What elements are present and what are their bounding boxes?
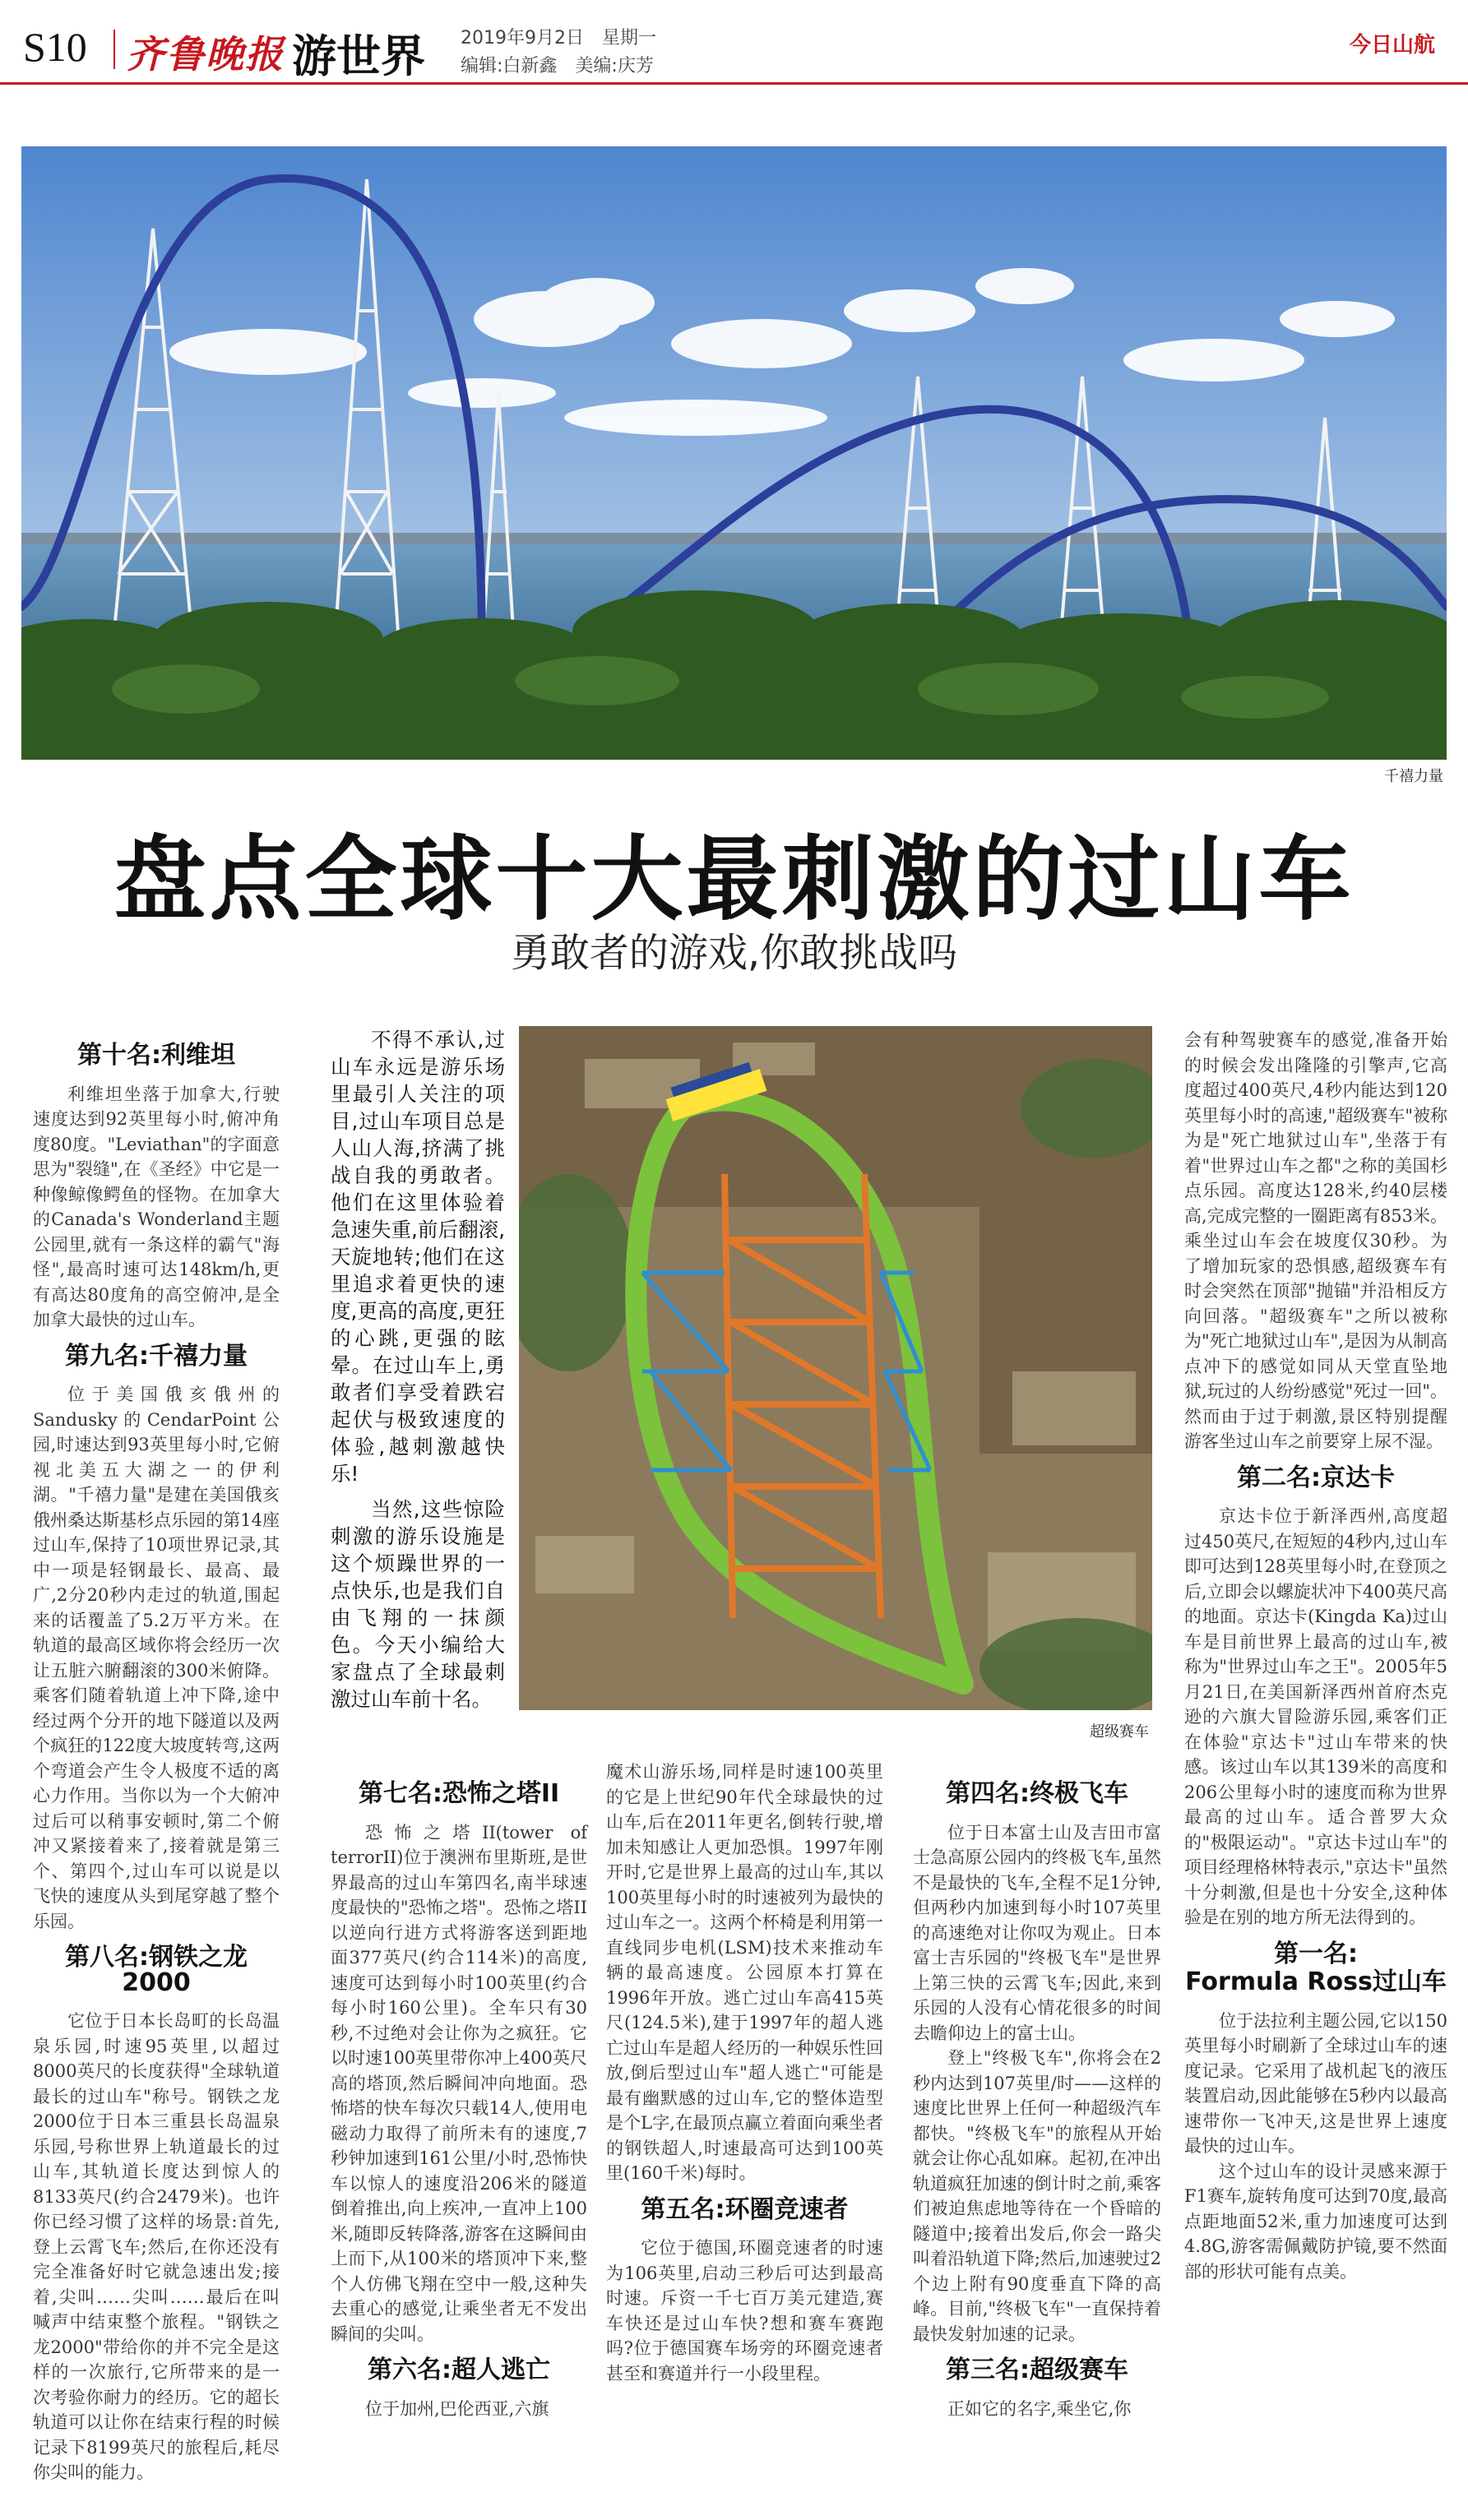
rank-4-heading: 第四名:终极飞车	[946, 1779, 1128, 1808]
editor-credits: 编辑:白新鑫 美编:庆芳	[461, 56, 654, 76]
coaster-lake-illustration	[21, 146, 1447, 760]
top-thrill-photo	[519, 1026, 1152, 1710]
rank-6-text-cont: 魔术山游乐场,同样是时速100英里的它是上世纪90年代全球最快的过山车,后在2011年更名,倒转行驶,增加未知感让人更加恐惧。1997年刚开时,它是世界上最高的过山车,其以100英里每小时的时速被列为最快的过山车之一。这两个杯椅是利用第一直线同步电机(LSM)技术来推动车辆的最高速度。公园原本打算在1996年开放。逃亡过山车高415英尺(124.5米),建于1997年的超人逃亡过山车是超人经历的一种娱乐性回放,倒后型过山车"超人逃亡"可能是最有幽默感的过山车,它的整体造型是个L字,在最顶点赢立着面向乘坐者的钢铁超人,时速最高可达到100英里(160千米)每时。	[606, 1762, 883, 2183]
rank-4-text-1: 位于日本富士山及吉田市富士急高原公园内的终极飞车,虽然不是最快的飞车,全程不足1分钟,但两秒内加速到每小时107英里的高速绝对让你叹为观止。日本富士吉乐园的"终极飞车"是世界上第三快的云霄飞车;因此,来到乐园的人没有心情花很多的时间去瞻仰边上的富士山。	[913, 1822, 1161, 2043]
page-number: S10	[23, 24, 87, 70]
photo1-caption: 千禧力量	[1384, 768, 1443, 785]
rank-9-text: 位于美国俄亥俄州的Sandusky的CendarPoint公园,时速达到93英里每小时,它俯视北美五大湖之一的伊利湖。"千禧力量"是建在美国俄亥俄州桑达斯基杉点乐园的第14座过山车,保持了10项世界记录,其中一项是轻钢最长、最高、最广,2分20秒内走过的轨道,围起来的话覆盖了5.2万平方米。在轨道的最高区域你将会经历一次让五脏六腑翻滚的300米俯降。乘客们随着轨道上冲下降,途中经过两个分开的地下隧道以及两个疯狂的122度大坡度转弯,这两个弯道会产生令人极度不适的离心力作用。当你以为一个大俯冲过后可以稍事安顿时,第二个俯冲又紧接着来了,接着就是第三个、第四个,过山车可以说是以飞快的速度从头到尾穿越了整个乐园。	[33, 1385, 280, 1931]
rank-1-subheading: Formula Ross过山车	[1185, 1967, 1447, 1996]
rank-8-text: 它位于日本长岛町的长岛温泉乐园,时速95英里,以超过8000英尺的长度获得"全球轨道最长的过山车"称号。钢铁之龙2000位于日本三重县长岛温泉乐园,号称世界上轨道最长的过山车,其轨道长度达到惊人的8133英尺(约合2479米)。也许你已经习惯了这样的场景:首先,登上云霄飞车;然后,在你还没有完全准备好时它就急速出发;接着,尖叫……尖叫……最后在叫喊声中结束整个旅程。"钢铁之龙2000"带给你的并不完全是这样的一次旅行,它所带来的是一次考验你耐力的经历。它的超长轨道可以让你在结束行程的时候记录下8199英尺的旅程后,耗尽你尖叫的能力。	[33, 2011, 280, 2482]
masthead-rule	[0, 82, 1468, 85]
issue-date: 2019年9月2日 星期一	[461, 28, 656, 49]
rank-10-text: 利维坦坐落于加拿大,行驶速度达到92英里每小时,俯冲角度80度。"Leviathan"的字面意思为"裂缝",在《圣经》中它是一种像鲸像鳄鱼的怪物。在加拿大的Canada's Wonderland主题公园里,就有一条这样的霸气"海怪",最高时速可达148km/h,更有高达80度角的高空俯冲,是全加拿大最快的过山车。	[33, 1084, 280, 1329]
coaster-tower-illustration	[519, 1026, 1152, 1710]
masthead-meta	[461, 25, 656, 81]
rank-1-heading: 第一名:	[1274, 1939, 1358, 1968]
rank-9-heading: 第九名:千禧力量	[65, 1341, 248, 1371]
column-3	[331, 1770, 587, 2421]
column-5	[913, 1770, 1161, 2421]
intro-column	[331, 1026, 505, 1713]
millennium-force-photo	[21, 146, 1447, 760]
headline: 盘点全球十大最刺激的过山车	[113, 826, 1355, 933]
rank-5-text: 它位于德国,环圈竞速者的时速为106英里,启动三秒后可达到最高时速。斥资一千七百万美元建造,赛车快还是过山车快?想和赛车赛跑吗?位于德国赛车场旁的环圈竞速者甚至和赛道并行一小段里程。	[606, 2238, 883, 2384]
rank-2-heading: 第二名:京达卡	[1237, 1463, 1395, 1492]
rank-2-text: 京达卡位于新泽西州,高度超过450英尺,在短短的4秒内,过山车即可达到128英里每小时,在登顶之后,立即会以螺旋状冲下400英尺高的地面。京达卡(Kingda Ka)过山车是目前世界上最高的过山车,被称为"世界过山车之王"。2005年5月21日,在美国新泽西州首府杰克逊的六旗大冒险游乐园,乘客们正在体验"京达卡"过山车带来的快感。该过山车以其139米的高度和206公里每小时的速度而称为世界最高的过山车。适合普罗大众的"极限运动"。"京达卡过山车"的项目经理格林特表示,"京达卡"虽然十分刺激,但是也十分安全,这种体验是在别的地方所无法得到的。	[1184, 1506, 1447, 1927]
rank-10-heading: 第十名:利维坦	[77, 1041, 235, 1070]
rank-3-text-cont: 会有种驾驶赛车的感觉,准备开始的时候会发出隆隆的引擎声,它高度超过400英尺,4秒内能达到120英里每小时的高速,"超级赛车"被称为是"死亡地狱过山车",坐落于有着"世界过山车之都"之称的美国杉点乐园。高度达128米,约40层楼高,完成完整的一圈距离有853米。乘坐过山车会在坡度仅30秒。为了增加玩家的恐惧感,超级赛车有时会突然在顶部"抛锚"并沿相反方向回落。"超级赛车"之所以被称为"死亡地狱过山车",是因为从制高点冲下的感觉如同从天堂直坠地狱,玩过的人纷纷感觉"死过一回"。然而由于过于刺激,景区特别提醒游客坐过山车之前要穿上尿不湿。	[1184, 1030, 1447, 1451]
rank-7-heading: 第七名:恐怖之塔II	[358, 1779, 560, 1808]
newspaper-logo: 齐鲁晚报	[127, 32, 285, 76]
rank-3-heading: 第三名:超级赛车	[946, 2356, 1128, 2384]
column-4	[606, 1759, 883, 2386]
rank-1-text-2: 这个过山车的设计灵感来源于F1赛车,旋转角度可达到70度,最高点距地面52米,重力加速度可达到4.8G,游客需佩戴防护镜,要不然面部的形状可能有点美。	[1184, 2161, 1448, 2282]
rank-6-text-start: 位于加州,巴伦西亚,六旗	[365, 2398, 549, 2419]
rank-8-heading: 第八名:钢铁之龙2000	[65, 1943, 248, 1997]
rank-3-text-start: 正如它的名字,乘坐它,你	[947, 2398, 1132, 2419]
masthead-divider	[113, 30, 115, 69]
intro-paragraph-2: 当然,这些惊险刺激的游乐设施是这个烦躁世界的一点快乐,也是我们自由飞翔的一抹颜色。今天小编给大家盘点了全球最刺激过山车前十名。	[331, 1497, 505, 1711]
rank-1-text-1: 位于法拉利主题公园,它以150英里每小时刷新了全球过山车的速度记录。它采用了战机起飞的液压装置启动,因此能够在5秒内以最高速带你一飞冲天,这是世界上速度最快的过山车。	[1184, 2010, 1447, 2156]
rank-5-heading: 第五名:环圈竞速者	[641, 2194, 849, 2224]
partner-label: 今日山航	[1349, 33, 1435, 58]
rank-4-text-2: 登上"终极飞车",你将会在2秒内达到107英里/时——这样的速度比世界上任何一种超级汽车都快。"终极飞车"的旅程从开始就会让你心乱如麻。起初,在冲出轨道疯狂加速的倒计时之前,乘客们被迫焦虑地等待在一个昏暗的隧道中;接着出发后,你会一路尖叫着沿轨道下降;然后,加速驶过2个边上附有90度垂直下降的高峰。目前,"终极飞车"一直保持着最快发射加速的记录。	[913, 2048, 1161, 2344]
column-6	[1184, 1028, 1447, 2284]
photo2-caption: 超级赛车	[1090, 1723, 1149, 1741]
subheadline: 勇敢者的游戏,你敢挑战吗	[510, 930, 958, 976]
rank-6-heading: 第六名:超人逃亡	[368, 2356, 550, 2384]
section-title: 游世界	[292, 30, 425, 82]
rank-7-text: 恐怖之塔II(tower of terrorII)位于澳洲布里斯班,是世界最高的过山车第四名,南半球速度最快的"恐怖之塔"。恐怖之塔II以逆向行进方式将游客送到距地面377英尺(约合114米)的高度,速度可达到每小时100英里(约合每小时160公里)。全车只有30秒,不过绝对会让你为之疯狂。它以时速100英里带你冲上400英尺高的塔顶,然后瞬间冲向地面。恐怖塔的快车每次只载14人,使用电磁动力取得了前所未有的速度,7秒钟加速到161公里/小时,恐怖快车以惊人的速度沿206米的隧道倒着推出,向上疾冲,一直冲上100米,随即反转降落,游客在这瞬间由上而下,从100米的塔顶冲下来,整个人仿佛飞翔在空中一般,这种失去重心的感觉,让乘坐者无不发出瞬间的尖叫。	[331, 1822, 587, 2344]
intro-paragraph-1: 不得不承认,过山车永远是游乐场里最引人关注的项目,过山车项目总是人山人海,挤满了挑战自我的勇敢者。他们在这里体验着急速失重,前后翻滚,天旋地转;他们在这里追求着更快的速度,更高的高度,更狂的心跳,更强的眩晕。在过山车上,勇敢者们享受着跌宕起伏与极致速度的体验,越刺激越快乐!	[331, 1028, 505, 1486]
column-1	[33, 1032, 280, 2485]
